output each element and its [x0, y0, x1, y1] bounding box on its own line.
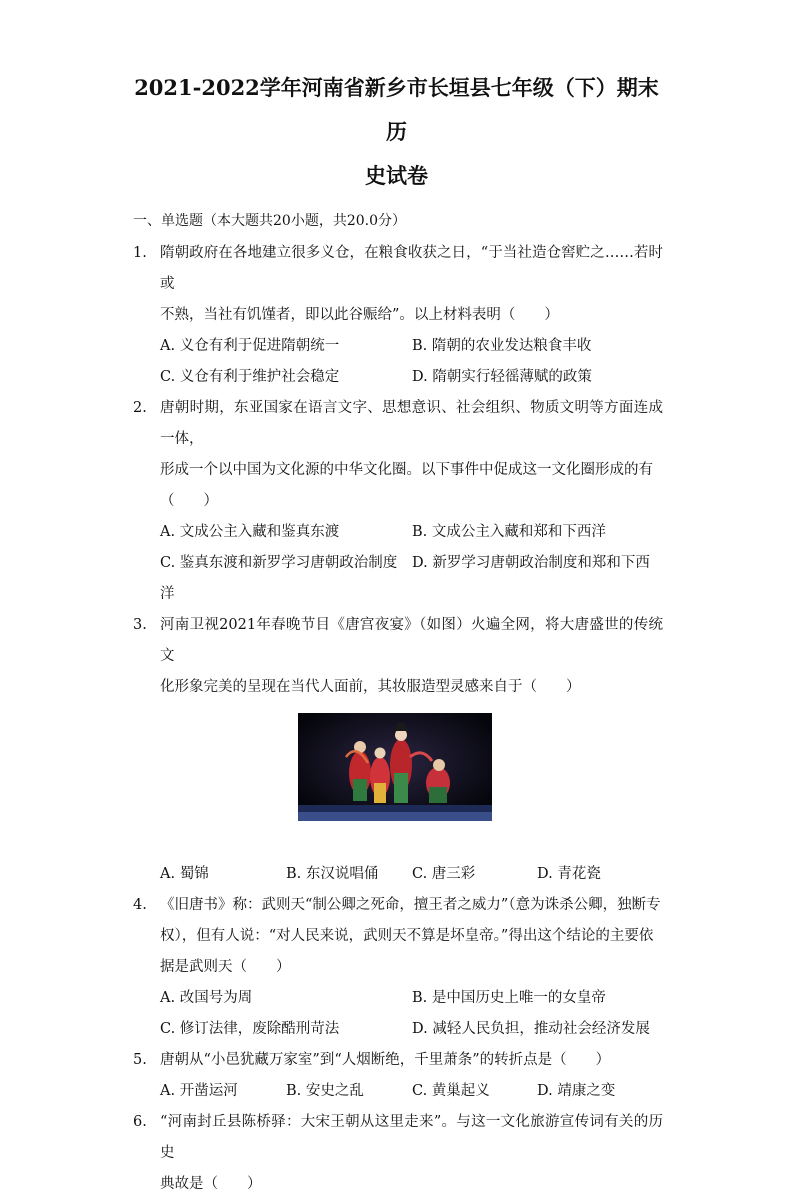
option-group: [160, 331, 663, 393]
question-6: [133, 1107, 663, 1200]
option-d[interactable]: D. 隋朝实行轻徭薄赋的政策: [412, 369, 592, 385]
option-c[interactable]: C. 唐三彩: [412, 866, 476, 882]
question-5: [133, 1045, 663, 1107]
option-c[interactable]: C. 修订法律，废除酷刑苛法: [160, 1021, 340, 1037]
question-stem: 《旧唐书》称：武则天“制公卿之死命，擅王者之威力”（意为诛杀公卿，独断专 权），但有人说：“对人民来说，武则天不算是坏皇帝。”得出这个结论的主要依 据是武则天（ ）: [160, 897, 661, 975]
question-stem: “河南封丘县陈桥驿：大宋王朝从这里走来”。与这一文化旅游宣传词有关的历史 典故是（ ）: [160, 1114, 663, 1192]
option-b[interactable]: B. 是中国历史上唯一的女皇帝: [412, 990, 606, 1006]
option-a[interactable]: A. 文成公主入藏和鉴真东渡: [160, 524, 340, 540]
option-group: [160, 517, 663, 579]
option-d[interactable]: D. 减轻人民负担，推动社会经济发展: [412, 1021, 650, 1037]
option-a[interactable]: A. 义仓有利于促进隋朝统一: [160, 338, 340, 354]
question-4: [133, 890, 663, 1045]
option-a[interactable]: A. 蜀锦: [160, 866, 209, 882]
exam-title: [133, 66, 660, 198]
question-list: [133, 238, 663, 1200]
tang-palace-banquet-photo: [298, 713, 492, 821]
option-b[interactable]: B. 东汉说唱俑: [286, 866, 379, 882]
section-heading: 一、单选题（本大题共20小题，共20.0分）: [133, 213, 406, 229]
option-d[interactable]: D. 靖康之变: [537, 1083, 616, 1099]
option-d[interactable]: D. 青花瓷: [537, 866, 601, 882]
question-stem: 唐朝时期，东亚国家在语言文字、思想意识、社会组织、物质文明等方面连成一体， 形成一个以中国为文化源的中华文化圈。以下事件中促成这一文化圈形成的有 （ ）: [160, 400, 663, 509]
option-c[interactable]: C. 鉴真东渡和新罗学习唐朝政治制度: [160, 555, 398, 571]
title-line-2: 史试卷: [365, 163, 428, 188]
option-b[interactable]: B. 隋朝的农业发达粮食丰收: [412, 338, 592, 354]
question-1: [133, 238, 663, 393]
option-b[interactable]: B. 文成公主入藏和郑和下西洋: [412, 524, 606, 540]
question-number: 2.: [133, 400, 147, 416]
question-stem: 河南卫视2021年春晚节目《唐宫夜宴》（如图）火遍全网，将大唐盛世的传统文 化形象完美的呈现在当代人面前，其妆服造型灵感来自于（ ）: [160, 617, 663, 695]
question-number: 5.: [133, 1052, 147, 1068]
question-number: 6.: [133, 1114, 147, 1130]
question-2: [133, 393, 663, 610]
option-b[interactable]: B. 安史之乱: [286, 1083, 364, 1099]
question-number: 3.: [133, 617, 147, 633]
figure-spacer: [160, 821, 663, 859]
option-d[interactable]: D. 新罗学习唐朝政治制度和郑和下西: [412, 555, 650, 571]
title-line-1: 2021-2022学年河南省新乡市长垣县七年级（下）期末历: [134, 75, 659, 144]
option-group: [160, 983, 663, 1045]
option-a[interactable]: A. 开凿运河: [160, 1083, 238, 1099]
option-a[interactable]: A. 改国号为周: [160, 990, 253, 1006]
option-group: [160, 1076, 663, 1107]
option-c[interactable]: C. 义仓有利于维护社会稳定: [160, 369, 340, 385]
option-group: [160, 859, 663, 890]
question-stem: 唐朝从“小邑犹藏万家室”到“人烟断绝，千里萧条”的转折点是（ ）: [160, 1052, 611, 1068]
question-number: 4.: [133, 897, 147, 913]
question-number: 1.: [133, 245, 147, 261]
option-c[interactable]: C. 黄巢起义: [412, 1083, 490, 1099]
question-3: [133, 610, 663, 890]
question-stem: 隋朝政府在各地建立很多义仓，在粮食收获之日，“于当社造仓窖贮之……若时或 不熟，当社有饥馑者，即以此谷赈给”。以上材料表明（ ）: [160, 245, 663, 323]
option-d-wrap: 洋: [160, 586, 175, 602]
